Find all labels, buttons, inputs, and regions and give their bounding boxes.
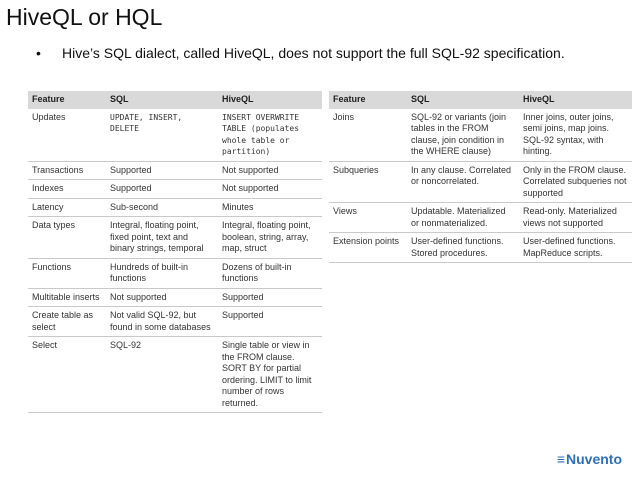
table-row (329, 109, 632, 162)
table-row (28, 307, 322, 337)
table-row (329, 233, 632, 263)
cell-hiveql: Supported (218, 307, 322, 337)
table-row (28, 198, 322, 217)
cell-sql: Supported (106, 180, 218, 199)
table-header-row (28, 91, 322, 109)
cell-sql: Supported (106, 161, 218, 180)
cell-hiveql: Read-only. Materialized views not supported (519, 203, 632, 233)
cell-feature: Extension points (329, 233, 407, 263)
cell-feature: Updates (28, 109, 106, 162)
header-hiveql: HiveQL (519, 91, 632, 109)
cell-hiveql: Integral, floating point, boolean, string, array, map, struct (218, 217, 322, 259)
bullet-point (36, 44, 596, 63)
cell-feature: Subqueries (329, 161, 407, 203)
cell-hiveql: Single table or view in the FROM clause. SORT BY for partial ordering. LIMIT to limit number of rows returned. (218, 337, 322, 413)
cell-sql: UPDATE, INSERT, DELETE (106, 109, 218, 162)
comparison-table-left (28, 91, 322, 413)
cell-sql: Hundreds of built-in functions (106, 258, 218, 288)
cell-sql: Integral, floating point, fixed point, text and binary strings, temporal (106, 217, 218, 259)
header-sql: SQL (407, 91, 519, 109)
cell-hiveql: Not supported (218, 161, 322, 180)
cell-sql: SQL-92 or variants (join tables in the FROM clause, join condition in the WHERE clause) (407, 109, 519, 162)
cell-sql: Not valid SQL-92, but found in some databases (106, 307, 218, 337)
table-row (28, 161, 322, 180)
cell-feature: Views (329, 203, 407, 233)
table-header-row (329, 91, 632, 109)
slide-title: HiveQL or HQL (6, 4, 163, 30)
nuvento-logo (557, 451, 622, 467)
cell-feature: Functions (28, 258, 106, 288)
table-row (28, 217, 322, 259)
table-row (28, 288, 322, 307)
header-feature: Feature (329, 91, 407, 109)
table-row (28, 337, 322, 413)
cell-hiveql: Inner joins, outer joins, semi joins, map joins. SQL-92 syntax, with hinting. (519, 109, 632, 162)
cell-feature: Create table as select (28, 307, 106, 337)
cell-feature: Transactions (28, 161, 106, 180)
comparison-table-right (329, 91, 632, 263)
cell-hiveql: Supported (218, 288, 322, 307)
cell-feature: Data types (28, 217, 106, 259)
cell-hiveql: Dozens of built-in functions (218, 258, 322, 288)
header-sql: SQL (106, 91, 218, 109)
cell-sql: User-defined functions. Stored procedures. (407, 233, 519, 263)
cell-feature: Indexes (28, 180, 106, 199)
header-feature: Feature (28, 91, 106, 109)
cell-feature: Multitable inserts (28, 288, 106, 307)
cell-feature: Joins (329, 109, 407, 162)
cell-sql: In any clause. Correlated or noncorrelated. (407, 161, 519, 203)
cell-hiveql: Minutes (218, 198, 322, 217)
table-row (329, 203, 632, 233)
nuvento-logo-text: Nuvento (566, 451, 622, 467)
table-row (329, 161, 632, 203)
cell-hiveql: INSERT OVERWRITE TABLE (populates whole table or partition) (218, 109, 322, 162)
cell-sql: Sub-second (106, 198, 218, 217)
cell-sql: Not supported (106, 288, 218, 307)
cell-hiveql: Not supported (218, 180, 322, 199)
bullet-icon: • (36, 45, 41, 61)
cell-sql: SQL-92 (106, 337, 218, 413)
table-row (28, 109, 322, 162)
cell-hiveql: User-defined functions. MapReduce scripts. (519, 233, 632, 263)
table-row (28, 258, 322, 288)
header-hiveql: HiveQL (218, 91, 322, 109)
bullet-text: Hive’s SQL dialect, called HiveQL, does not support the full SQL-92 specification. (62, 45, 565, 61)
cell-sql: Updatable. Materialized or nonmaterialized. (407, 203, 519, 233)
cell-feature: Latency (28, 198, 106, 217)
cell-hiveql: Only in the FROM clause. Correlated subqueries not supported (519, 161, 632, 203)
nuvento-logo-icon: ≡ (556, 451, 565, 467)
table-row (28, 180, 322, 199)
cell-feature: Select (28, 337, 106, 413)
